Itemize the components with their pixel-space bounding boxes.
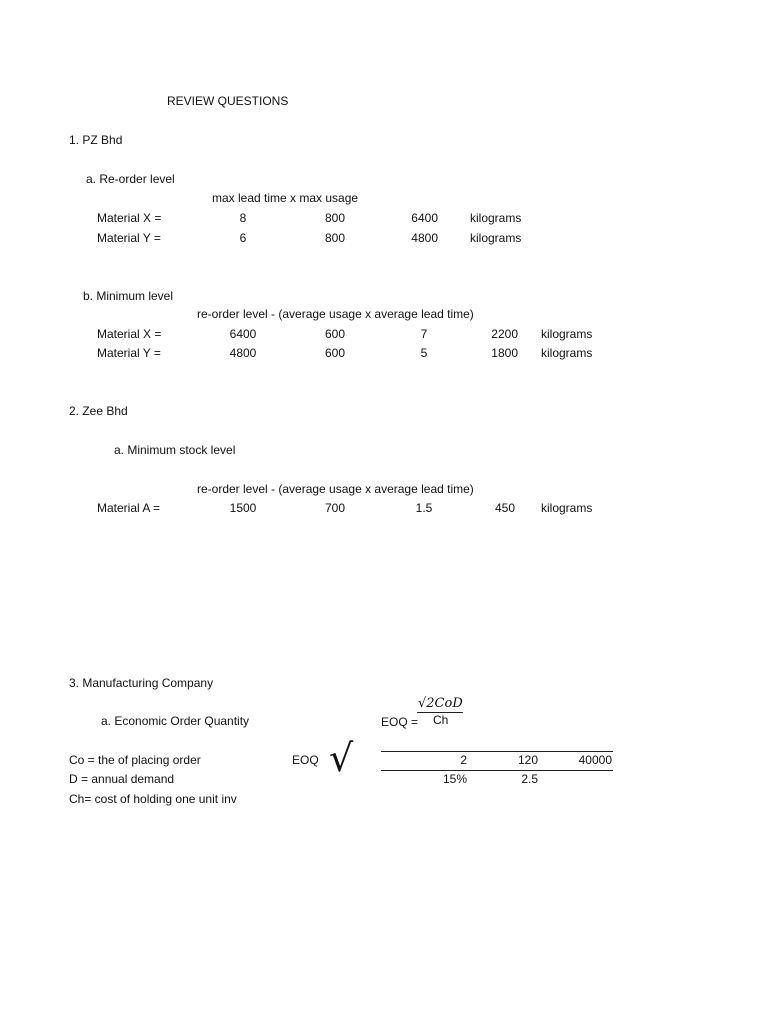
result-value: 2200 xyxy=(491,327,518,341)
result-value: 6400 xyxy=(411,211,438,225)
definition-ch: Ch= cost of holding one unit inv xyxy=(69,792,237,806)
eoq-calc-label: EOQ xyxy=(292,753,319,767)
radical-top-line xyxy=(381,751,613,752)
average-lead-time-value: 5 xyxy=(420,346,428,360)
definition-co: Co = the of placing order xyxy=(69,753,201,767)
eoq-formula-label: EOQ = xyxy=(381,715,419,729)
q1-part-b-label: b. Minimum level xyxy=(83,289,174,303)
material-name: Material X = xyxy=(97,327,162,341)
material-name: Material A = xyxy=(97,501,161,515)
result-value: 1800 xyxy=(491,346,518,360)
average-usage-value: 700 xyxy=(324,501,346,515)
fraction-line xyxy=(381,770,613,771)
square-root-icon: √ xyxy=(329,736,354,780)
average-lead-time-value: 7 xyxy=(420,327,428,341)
unit-label: kilograms xyxy=(470,211,522,225)
eoq-formula-denominator: Ch xyxy=(433,713,449,727)
numerator-value: 120 xyxy=(517,753,538,767)
q1-part-a-label: a. Re-order level xyxy=(86,172,175,186)
numerator-value: 40000 xyxy=(578,753,612,767)
material-name: Material X = xyxy=(97,211,162,225)
denominator-value: 2.5 xyxy=(521,772,538,786)
material-name: Material Y = xyxy=(97,231,161,245)
unit-label: kilograms xyxy=(541,501,593,515)
question-3-heading: 3. Manufacturing Company xyxy=(69,676,214,690)
q2-part-a-label: a. Minimum stock level xyxy=(114,443,236,457)
page-title: REVIEW QUESTIONS xyxy=(167,94,289,108)
question-1-heading: 1. PZ Bhd xyxy=(69,133,123,147)
result-value: 4800 xyxy=(411,231,438,245)
unit-label: kilograms xyxy=(541,346,593,360)
average-usage-value: 600 xyxy=(324,327,346,341)
usage-value: 800 xyxy=(324,231,346,245)
reorder-level-value: 1500 xyxy=(229,501,257,515)
lead-time-value: 6 xyxy=(239,231,247,245)
q1-part-b-formula: re-order level - (average usage x average lead time) xyxy=(197,307,474,321)
material-name: Material Y = xyxy=(97,346,161,360)
result-value: 450 xyxy=(494,501,515,515)
usage-value: 800 xyxy=(324,211,346,225)
reorder-level-value: 6400 xyxy=(229,327,257,341)
denominator-value: 15% xyxy=(442,772,467,786)
q1-part-a-formula: max lead time x max usage xyxy=(212,191,359,205)
average-usage-value: 600 xyxy=(324,346,346,360)
lead-time-value: 8 xyxy=(239,211,247,225)
q3-part-a-label: a. Economic Order Quantity xyxy=(101,714,250,728)
unit-label: kilograms xyxy=(470,231,522,245)
reorder-level-value: 4800 xyxy=(229,346,257,360)
unit-label: kilograms xyxy=(541,327,593,341)
numerator-value: 2 xyxy=(460,753,467,767)
question-2-heading: 2. Zee Bhd xyxy=(69,404,128,418)
average-lead-time-value: 1.5 xyxy=(415,501,433,515)
definition-d: D = annual demand xyxy=(69,772,175,786)
eoq-formula-numerator: √2CoD xyxy=(418,696,463,711)
q2-part-a-formula: re-order level - (average usage x average lead time) xyxy=(197,482,474,496)
